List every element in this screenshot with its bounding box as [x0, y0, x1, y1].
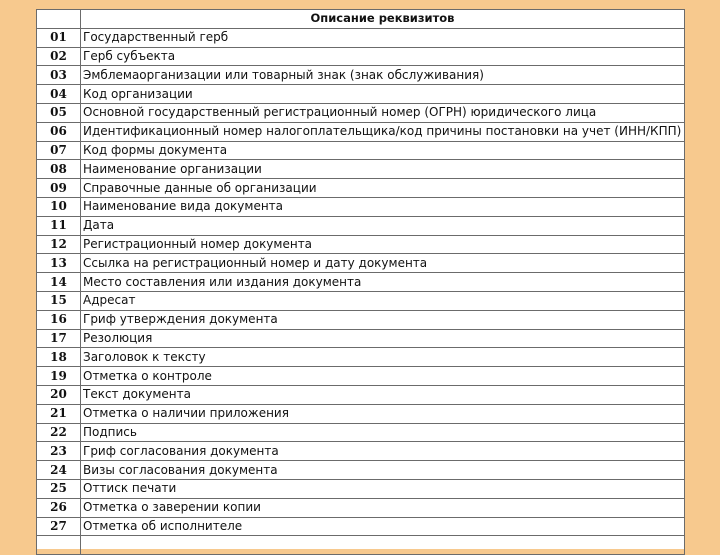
table-header-row: [37, 10, 685, 29]
row-description: Герб субъекта: [81, 47, 685, 66]
row-description: Текст документа: [81, 385, 685, 404]
row-number: 08: [37, 160, 81, 179]
table-header: Описание реквизитов: [81, 10, 685, 29]
row-number: 02: [37, 47, 81, 66]
table-row: [37, 141, 685, 160]
table-row: [37, 197, 685, 216]
row-number: 22: [37, 423, 81, 442]
table-row: [37, 291, 685, 310]
table-row: [37, 28, 685, 47]
row-number: 26: [37, 498, 81, 517]
table-row: [37, 235, 685, 254]
table-row: [37, 367, 685, 386]
row-description: Справочные данные об организации: [81, 179, 685, 198]
table-row: [37, 329, 685, 348]
row-description: Государственный герб: [81, 28, 685, 47]
row-description: Наименование вида документа: [81, 197, 685, 216]
row-description: Код организации: [81, 85, 685, 104]
table-row: [37, 47, 685, 66]
table-row: [37, 310, 685, 329]
row-number: 10: [37, 197, 81, 216]
row-number: 21: [37, 404, 81, 423]
table-row: [37, 66, 685, 85]
table-row: [37, 479, 685, 498]
row-description: Отметка о наличии приложения: [81, 404, 685, 423]
table-row: [37, 216, 685, 235]
row-number: 20: [37, 385, 81, 404]
row-description: Эмблемаорганизации или товарный знак (знак обслуживания): [81, 66, 685, 85]
row-number: 06: [37, 122, 81, 141]
table-row: [37, 385, 685, 404]
row-number: 19: [37, 367, 81, 386]
requisites-table: [36, 9, 685, 555]
row-number: 16: [37, 310, 81, 329]
row-description: Наименование организации: [81, 160, 685, 179]
row-number: 25: [37, 479, 81, 498]
table-row: [37, 254, 685, 273]
row-number: 07: [37, 141, 81, 160]
row-description: [81, 536, 685, 555]
table-row: [37, 498, 685, 517]
table-row: [37, 160, 685, 179]
row-number: 11: [37, 216, 81, 235]
row-description: Гриф согласования документа: [81, 442, 685, 461]
row-description: Идентификационный номер налогоплательщика/код причины постановки на учет (ИНН/КПП): [81, 122, 685, 141]
row-number: 23: [37, 442, 81, 461]
requisites-sheet: [36, 9, 684, 549]
table-row: [37, 103, 685, 122]
row-number: 12: [37, 235, 81, 254]
row-description: Визы согласования документа: [81, 461, 685, 480]
table-row: [37, 273, 685, 292]
row-description: Место составления или издания документа: [81, 273, 685, 292]
row-description: Отметка об исполнителе: [81, 517, 685, 536]
row-number: 24: [37, 461, 81, 480]
row-number: 14: [37, 273, 81, 292]
row-number: 04: [37, 85, 81, 104]
row-description: Регистрационный номер документа: [81, 235, 685, 254]
row-description: Подпись: [81, 423, 685, 442]
row-description: Отметка о контроле: [81, 367, 685, 386]
row-number: 05: [37, 103, 81, 122]
table-row: [37, 348, 685, 367]
row-description: Оттиск печати: [81, 479, 685, 498]
row-number: 15: [37, 291, 81, 310]
row-number: 27: [37, 517, 81, 536]
table-row: [37, 423, 685, 442]
row-description: Резолюция: [81, 329, 685, 348]
row-description: Основной государственный регистрационный номер (ОГРН) юридического лица: [81, 103, 685, 122]
table-row-cut-off: [37, 536, 685, 555]
row-number: 09: [37, 179, 81, 198]
row-number: 17: [37, 329, 81, 348]
row-description: Ссылка на регистрационный номер и дату документа: [81, 254, 685, 273]
header-empty-cell: [37, 10, 81, 29]
row-description: Гриф утверждения документа: [81, 310, 685, 329]
row-number: 13: [37, 254, 81, 273]
table-row: [37, 122, 685, 141]
row-description: Заголовок к тексту: [81, 348, 685, 367]
row-number: 01: [37, 28, 81, 47]
row-number: 03: [37, 66, 81, 85]
row-description: Адресат: [81, 291, 685, 310]
table-row: [37, 442, 685, 461]
table-row: [37, 461, 685, 480]
table-row: [37, 179, 685, 198]
row-number: 18: [37, 348, 81, 367]
row-description: Код формы документа: [81, 141, 685, 160]
table-row: [37, 85, 685, 104]
row-number: [37, 536, 81, 555]
table-body: [37, 28, 685, 554]
table-row: [37, 517, 685, 536]
row-description: Отметка о заверении копии: [81, 498, 685, 517]
row-description: Дата: [81, 216, 685, 235]
table-row: [37, 404, 685, 423]
